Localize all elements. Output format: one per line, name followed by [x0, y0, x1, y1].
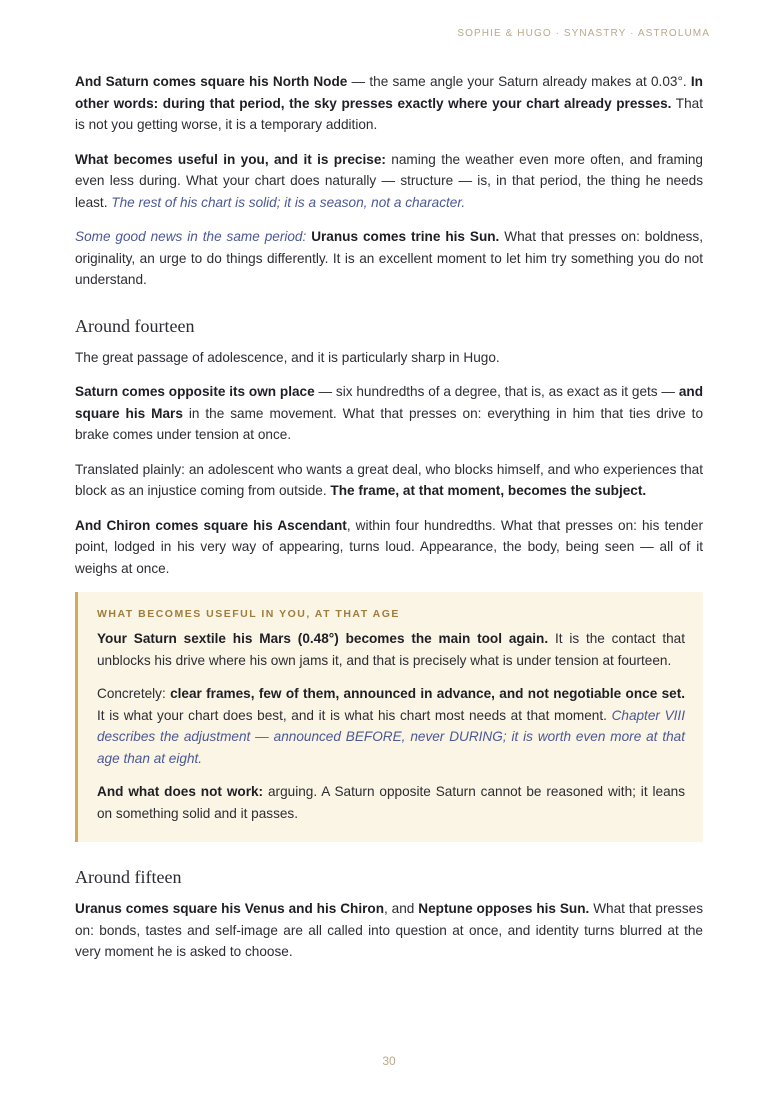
section-heading-fourteen: Around fourteen — [75, 315, 195, 336]
callout-box — [75, 592, 703, 842]
body-text: arguing. A Saturn opposite Saturn cannot be reasoned with; it leans on something solid and it passes. — [97, 784, 685, 821]
body-text: , within four hundredths. What that presses on: his tender point, lodged in his very way of appearing, turns loud. Appearance, the body, being seen — all of it weighs at once. — [75, 517, 703, 576]
running-header: SOPHIE & HUGO · SYNASTRY · ASTROLUMA — [457, 28, 710, 39]
callout-paragraph-what-does-not-work — [97, 781, 685, 824]
body-text: — six hundredths of a degree, that is, as exact as it gets — — [314, 384, 679, 399]
bold-text: And Saturn comes square his North Node — [75, 74, 348, 89]
bold-text: In other words: during that period, the sky presses exactly where your chart already presses. — [75, 74, 703, 111]
paragraph-good-news — [75, 226, 703, 291]
paragraph-adolescence: The great passage of adolescence, and it is particularly sharp in Hugo. — [75, 349, 500, 365]
paragraph-saturn-north-node — [75, 71, 703, 136]
callout-title: WHAT BECOMES USEFUL IN YOU, AT THAT AGE — [97, 608, 400, 620]
paragraph-useful-in-you — [75, 149, 703, 214]
page-content — [75, 71, 703, 976]
body-text: , and — [384, 901, 419, 916]
bold-text: clear frames, few of them, announced in advance, and not negotiable once set. — [170, 686, 685, 701]
bold-text: Uranus comes square his Venus and his Chiron — [75, 901, 385, 916]
bold-text: Neptune opposes his Sun. — [418, 901, 590, 916]
paragraph-chiron-ascendant — [75, 515, 703, 580]
section-heading-fifteen: Around fifteen — [75, 867, 182, 887]
italic-note: Some good news in the same period: — [75, 229, 307, 244]
body-text: What that presses on: boldness, originality, an urge to do things differently. It is an excellent moment to let him try something you do not understand. — [75, 229, 703, 287]
body-text: That is not you getting worse, it is a temporary addition. — [75, 95, 703, 132]
bold-text: What becomes useful in you, and it is precise: — [75, 151, 386, 167]
bold-text: The frame, at that moment, becomes the subject. — [330, 483, 647, 498]
body-text: It is the contact that unblocks his drive where his own jams it, and that is precisely what is under tension at fourteen. — [97, 631, 686, 668]
bold-text: And Chiron comes square his Ascendant — [75, 517, 347, 533]
paragraph-uranus-square — [75, 898, 703, 963]
body-text: in the same movement. What that presses on: everything in him that ties drive to brake comes under tension at once. — [75, 405, 703, 442]
page-number: 30 — [382, 1054, 396, 1068]
body-text: What that presses on: bonds, tastes and self-image are all called into question at once, and identity turns blurred at the very moment he is asked to choose. — [75, 901, 703, 959]
bold-text: Uranus comes trine his Sun. — [311, 229, 500, 244]
bold-text: and square his Mars — [75, 384, 703, 421]
bold-text: Saturn comes opposite its own place — [75, 384, 315, 399]
italic-note: Chapter VIII describes the adjustment — announced BEFORE, never DURING; it is worth even more at that age than at eight. — [97, 707, 685, 766]
callout-paragraph-saturn-sextile — [97, 628, 685, 671]
body-text: Concretely: — [97, 686, 171, 701]
body-text: It is what your chart does best, and it is what his chart most needs at that moment. — [97, 707, 612, 723]
paragraph-translated-plainly — [75, 459, 703, 502]
bold-text: Your Saturn sextile his Mars (0.48°) becomes the main tool again. — [97, 631, 549, 646]
bold-text: And what does not work: — [97, 784, 264, 799]
callout-paragraph-concretely — [97, 683, 685, 769]
body-text: — the same angle your Saturn already makes at 0.03°. — [347, 74, 691, 89]
body-text: naming the weather even more often, and framing even less during. What your chart does naturally — structure — is, in that period, the thing he needs least. — [75, 151, 703, 210]
italic-note: The rest of his chart is solid; it is a season, not a character. — [111, 194, 466, 210]
paragraph-saturn-opposite — [75, 381, 703, 446]
body-text: Translated plainly: an adolescent who wants a great deal, who blocks himself, and who experiences that block as an injustice coming from outside. — [75, 461, 703, 498]
